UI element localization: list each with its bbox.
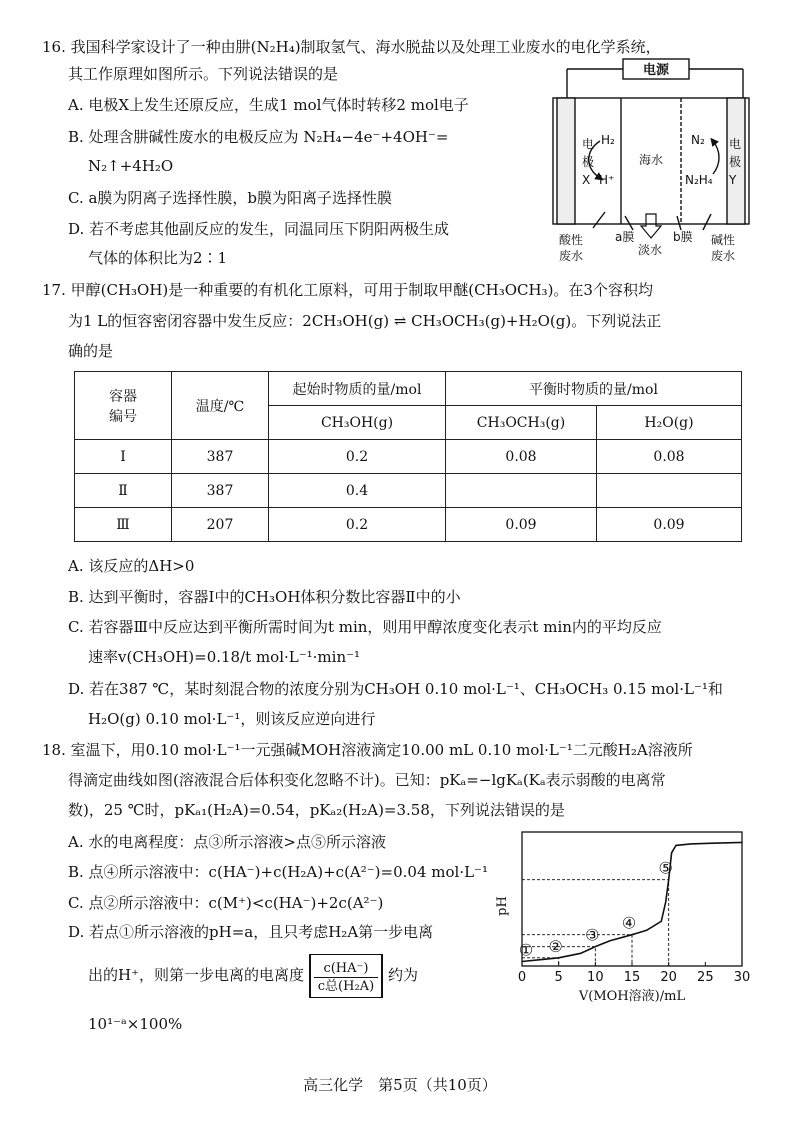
q17-stem-line2: 为1 L的恒容密闭容器中发生反应：2CH₃OH(g) ⇌ CH₃OCH₃(g)+H₂O(g)。下列说法正 <box>68 312 662 330</box>
q17-option-d-line1: D. 若在387 ℃，某时刻混合物的浓度分别为CH₃OH 0.10 mol·L⁻¹、CH₃OCH₃ 0.15 mol·L⁻¹和 <box>68 680 723 698</box>
base-waste-label-1: 碱性 <box>711 233 736 247</box>
table-header-container: 容器 编号 <box>75 372 172 440</box>
q18-option-d-line2 <box>88 954 418 998</box>
q18-option-d-line3: 10¹⁻ᵃ×100% <box>88 1015 183 1033</box>
x-tick-label: 10 <box>587 970 604 985</box>
table-cell: Ⅲ <box>75 508 172 542</box>
table-cell: 207 <box>172 508 269 542</box>
table-cell: 0.09 <box>597 508 742 542</box>
x-tick-label: 0 <box>517 970 527 985</box>
q17-option-b: B. 达到平衡时，容器Ⅰ中的CH₃OH体积分数比容器Ⅱ中的小 <box>68 588 461 606</box>
q17-option-a: A. 该反应的ΔH>0 <box>68 557 195 575</box>
q16-option-d-line2: 气体的体积比为2∶1 <box>88 249 228 267</box>
table-row <box>75 474 742 508</box>
q18-stem-line2: 得滴定曲线如图(溶液混合后体积变化忽略不计)。已知：pKₐ=−lgKₐ(Kₐ表示弱酸的电离常 <box>68 771 666 789</box>
q18-option-d-text-2: 约为 <box>387 966 418 984</box>
base-waste-label-2: 废水 <box>711 249 736 263</box>
q16-option-d-line1: D. 若不考虑其他副反应的发生，同温同压下阴阳两极生成 <box>68 220 450 238</box>
y-axis-label: pH <box>495 896 510 916</box>
q16-option-b-line1: B. 处理含肼碱性废水的电极反应为 N₂H₄−4e⁻+4OH⁻= <box>68 128 449 146</box>
table-header-equilibrium: 平衡时物质的量/mol <box>446 372 742 406</box>
titration-curve-chart <box>492 826 762 1006</box>
table-row <box>75 440 742 474</box>
fresh-water-label: 淡水 <box>638 243 663 257</box>
q17-option-c-line1: C. 若容器Ⅲ中反应达到平衡所需时间为t min，则用甲醇浓度变化表示t min内的平均反应 <box>68 618 662 636</box>
table-cell: 0.2 <box>269 508 446 542</box>
q17-option-c-line2: 速率v(CH₃OH)=0.18/t mol·L⁻¹·min⁻¹ <box>88 648 361 666</box>
electrode-x-label-2: 极 <box>582 155 595 169</box>
table-cell: 0.4 <box>269 474 446 508</box>
x-axis-label: V(MOH溶液)/mL <box>578 989 686 1004</box>
q17-stem-line1: 17. 甲醇(CH₃OH)是一种重要的有机化工原料，可用于制取甲醚(CH₃OCH₃)。在3个容积均 <box>42 281 653 299</box>
data-point-label: ② <box>548 936 563 956</box>
equilibrium-table <box>74 371 742 542</box>
q16-option-a: A. 电极X上发生还原反应，生成1 mol气体时转移2 mol电子 <box>68 96 469 114</box>
h2-label: H₂ <box>601 133 615 147</box>
electrode-x-label-3: X <box>582 173 591 187</box>
table-header-ch3och3: CH₃OCH₃(g) <box>446 406 597 440</box>
x-tick-label: 5 <box>554 970 563 985</box>
membrane-a-label: a膜 <box>615 230 635 244</box>
data-point-label: ⑤ <box>658 858 673 878</box>
page-footer: 高三化学 第5页（共10页） <box>303 1076 497 1094</box>
table-cell <box>597 474 742 508</box>
acid-waste-label-1: 酸性 <box>559 233 584 247</box>
q17-option-d-line2: H₂O(g) 0.10 mol·L⁻¹，则该反应逆向进行 <box>88 710 376 728</box>
q16-option-c: C. a膜为阴离子选择性膜，b膜为阳离子选择性膜 <box>68 189 393 207</box>
q16-stem-line2: 其工作原理如图所示。下列说法错误的是 <box>68 65 339 83</box>
fraction-numerator: c(HA⁻) <box>314 960 378 978</box>
x-tick-label: 30 <box>733 970 751 985</box>
table-cell <box>446 474 597 508</box>
table-cell: 0.2 <box>269 440 446 474</box>
electrode-y-label-3: Y <box>729 173 737 187</box>
q18-stem-line1: 18. 室温下，用0.10 mol·L⁻¹一元强碱MOH溶液滴定10.00 mL 0.10 mol·L⁻¹二元酸H₂A溶液所 <box>42 741 693 759</box>
table-header-ch3oh: CH₃OH(g) <box>269 406 446 440</box>
table-cell: 0.08 <box>597 440 742 474</box>
fraction-denominator: c总(H₂A) <box>317 978 375 994</box>
q18-stem-line3: 数)，25 ℃时，pKₐ₁(H₂A)=0.54，pKₐ₂(H₂A)=3.58，下列说法错误的是 <box>68 801 565 819</box>
q18-option-b: B. 点④所示溶液中：c(HA⁻)+c(H₂A)+c(A²⁻)=0.04 mol·L⁻¹ <box>68 863 488 881</box>
membrane-b-label: b膜 <box>673 230 693 244</box>
point-guide-line <box>522 880 669 966</box>
table-cell: 0.08 <box>446 440 597 474</box>
table-cell: 0.09 <box>446 508 597 542</box>
q18-option-c: C. 点②所示溶液中：c(M⁺)<c(HA⁻)+2c(A²⁻) <box>68 894 384 912</box>
table-cell: 387 <box>172 440 269 474</box>
q16-stem-line1: 16. 我国科学家设计了一种由肼(N₂H₄)制取氢气、海水脱盐以及处理工业废水的电化学系统， <box>42 38 661 56</box>
hplus-label: H⁺ <box>599 173 615 187</box>
electrochemical-cell-figure <box>545 56 765 266</box>
electrode-x <box>557 98 575 224</box>
ionization-fraction <box>309 954 383 998</box>
x-tick-label: 20 <box>660 970 677 985</box>
table-header-h2o: H₂O(g) <box>597 406 742 440</box>
data-point-label: ③ <box>585 925 600 945</box>
x-tick-label: 25 <box>697 970 714 985</box>
n2h4-label: N₂H₄ <box>685 173 713 187</box>
x-tick-label: 15 <box>623 970 641 985</box>
table-cell: 387 <box>172 474 269 508</box>
data-point-label: ① <box>518 940 534 960</box>
seawater-label: 海水 <box>638 153 664 167</box>
power-label: 电源 <box>642 63 670 78</box>
n2-label: N₂ <box>691 133 705 147</box>
table-row <box>75 508 742 542</box>
table-cell: Ⅰ <box>75 440 172 474</box>
q16-option-b-line2: N₂↑+4H₂O <box>88 157 174 175</box>
table-cell: Ⅱ <box>75 474 172 508</box>
q18-option-a: A. 水的电离程度：点③所示溶液>点⑤所示溶液 <box>68 833 386 851</box>
electrode-y-label-1: 电 <box>729 137 742 151</box>
q17-stem-line3: 确的是 <box>68 342 114 360</box>
electrode-y-label-2: 极 <box>729 155 742 169</box>
table-header-temp: 温度/℃ <box>172 372 269 440</box>
table-header-start: 起始时物质的量/mol <box>269 372 446 406</box>
q18-option-d-text: 出的H⁺，则第一步电离的电离度 <box>88 966 304 984</box>
acid-waste-label-2: 废水 <box>559 249 584 263</box>
fresh-water-arrow <box>641 214 661 238</box>
data-point-label: ④ <box>621 913 637 933</box>
q18-option-d-line1: D. 若点①所示溶液的pH=a，且只考虑H₂A第一步电离 <box>68 923 434 941</box>
electrode-x-label-1: 电 <box>582 137 595 151</box>
